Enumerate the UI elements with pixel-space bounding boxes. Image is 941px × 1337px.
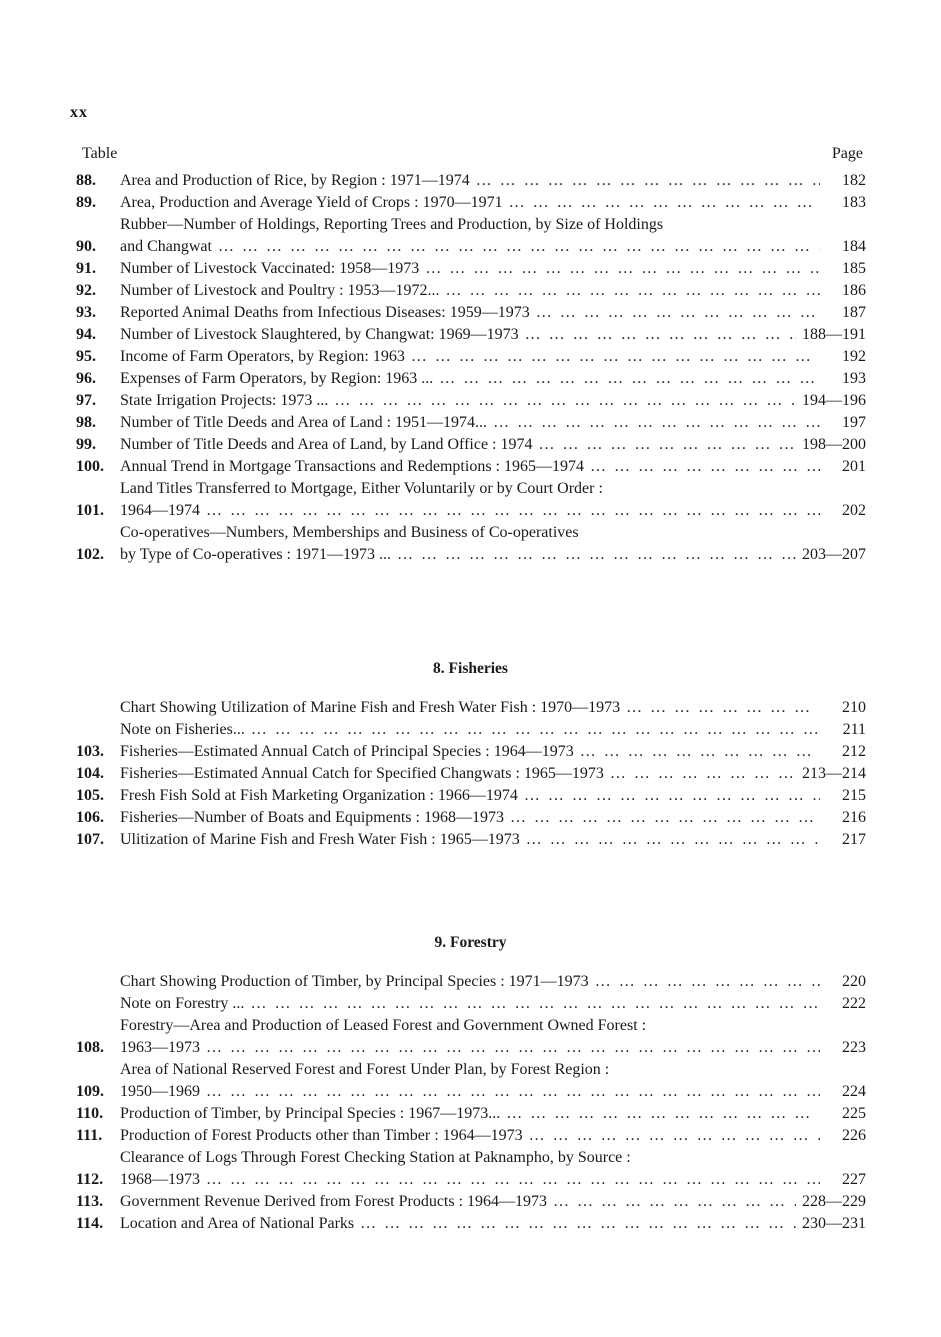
entry-title: Number of Title Deeds and Area of Land : 1951—1974... — [120, 414, 488, 431]
entry-number: 92. — [76, 282, 96, 299]
toc-entry — [76, 302, 866, 324]
toc-entry — [76, 368, 866, 390]
entry-page-number: 182 — [842, 172, 866, 189]
leader-dots — [425, 258, 820, 280]
leader-dots — [553, 1191, 796, 1213]
entry-page-number: 193 — [842, 370, 866, 387]
entry-title: Income of Farm Operators, by Region: 1963 — [120, 348, 405, 365]
entry-number: 103. — [76, 743, 104, 760]
entry-number: 113. — [76, 1193, 104, 1210]
leader-dots — [411, 346, 820, 368]
entry-number: 111. — [76, 1127, 103, 1144]
leader-dots — [510, 807, 820, 829]
entry-title: Annual Trend in Mortgage Transactions and Redemptions : 1965—1974 — [120, 458, 584, 475]
entry-number: 101. — [76, 502, 104, 519]
entry-number: 102. — [76, 546, 104, 563]
toc-entry — [76, 522, 866, 566]
entry-page-number: 213—214 — [802, 765, 866, 782]
toc-entry — [76, 1125, 866, 1147]
entry-page-number: 194—196 — [802, 392, 866, 409]
entry-title: State Irrigation Projects: 1973 ... — [120, 392, 329, 409]
entry-title: Note on Forestry ... — [120, 995, 245, 1012]
leader-dots — [446, 280, 820, 302]
entry-title: Number of Livestock and Poultry : 1953—1972... — [120, 282, 440, 299]
entry-number: 104. — [76, 765, 104, 782]
entry-number: 106. — [76, 809, 104, 826]
entry-title: Chart Showing Production of Timber, by Principal Species : 1971—1973 — [120, 973, 589, 990]
toc-entry — [76, 829, 866, 851]
entry-title: Land Titles Transferred to Mortgage, Either Voluntarily or by Court Order : — [120, 480, 603, 497]
entry-page-number: 215 — [842, 787, 866, 804]
entry-title: Note on Fisheries... — [120, 721, 245, 738]
entry-page-number: 228—229 — [802, 1193, 866, 1210]
entry-title: 1963—1973 — [120, 1039, 200, 1056]
entry-page-number: 203—207 — [802, 546, 866, 563]
section-heading-fisheries: 8. Fisheries — [433, 660, 508, 677]
leader-dots — [397, 544, 796, 566]
entry-title: Production of Timber, by Principal Species : 1967—1973... — [120, 1105, 501, 1122]
entry-number: 96. — [76, 370, 96, 387]
leader-dots — [524, 785, 820, 807]
leader-dots — [206, 1169, 820, 1191]
toc-entry — [76, 390, 866, 412]
entry-title: Reported Animal Deaths from Infectious Diseases: 1959—1973 — [120, 304, 530, 321]
entry-title: Number of Livestock Slaughtered, by Changwat: 1969—1973 — [120, 326, 519, 343]
entry-number: 110. — [76, 1105, 104, 1122]
entry-page-number: 230—231 — [802, 1215, 866, 1232]
entry-title: Fresh Fish Sold at Fish Marketing Organization : 1966—1974 — [120, 787, 518, 804]
entry-title: Fisheries—Estimated Annual Catch for Specified Changwats : 1965—1973 — [120, 765, 604, 782]
entry-title: Clearance of Logs Through Forest Checking Station at Paknampho, by Source : — [120, 1149, 631, 1166]
entry-title: Forestry—Area and Production of Leased Forest and Government Owned Forest : — [120, 1017, 647, 1034]
entry-number: 112. — [76, 1171, 104, 1188]
toc-entry — [76, 1213, 866, 1235]
entry-number: 91. — [76, 260, 96, 277]
entry-title: Ulitization of Marine Fish and Fresh Water Fish : 1965—1973 — [120, 831, 520, 848]
toc-entry — [76, 1059, 866, 1103]
toc-entry — [76, 346, 866, 368]
entry-title: 1964—1974 — [120, 502, 200, 519]
leader-dots — [539, 434, 797, 456]
entry-page-number: 201 — [842, 458, 866, 475]
entry-number: 105. — [76, 787, 104, 804]
entry-page-number: 224 — [842, 1083, 866, 1100]
entry-page-number: 210 — [842, 699, 866, 716]
leader-dots — [206, 1037, 820, 1059]
entry-title: Area of National Reserved Forest and Forest Under Plan, by Forest Region : — [120, 1061, 610, 1078]
entry-number: 94. — [76, 326, 96, 343]
entry-title: Location and Area of National Parks — [120, 1215, 355, 1232]
toc-entry — [76, 719, 866, 741]
entry-title: Rubber—Number of Holdings, Reporting Trees and Production, by Size of Holdings — [120, 216, 664, 233]
entry-title: and Changwat — [120, 238, 212, 255]
leader-dots — [250, 993, 820, 1015]
toc-entry — [76, 1191, 866, 1213]
entry-page-number: 216 — [842, 809, 866, 826]
toc-entry — [76, 258, 866, 280]
page-folio: xx — [70, 104, 88, 121]
toc-group-agriculture — [76, 170, 866, 566]
toc-group-fisheries — [76, 697, 866, 851]
entry-page-number: 225 — [842, 1105, 866, 1122]
entry-page-number: 220 — [842, 973, 866, 990]
entry-title: Production of Forest Products other than Timber : 1964—1973 — [120, 1127, 523, 1144]
entry-page-number: 226 — [842, 1127, 866, 1144]
toc-entry — [76, 478, 866, 522]
leader-dots — [506, 1103, 820, 1125]
toc-entry — [76, 1147, 866, 1191]
entry-number: 95. — [76, 348, 96, 365]
entry-page-number: 198—200 — [802, 436, 866, 453]
leader-dots — [525, 324, 796, 346]
toc-entry — [76, 456, 866, 478]
entry-page-number: 185 — [842, 260, 866, 277]
leader-dots — [439, 368, 820, 390]
toc-entry — [76, 170, 866, 192]
entry-page-number: 197 — [842, 414, 866, 431]
toc-entry — [76, 280, 866, 302]
entry-title: 1968—1973 — [120, 1171, 200, 1188]
entry-number: 90. — [76, 238, 96, 255]
page-column-header: Page — [831, 145, 863, 162]
entry-number: 109. — [76, 1083, 104, 1100]
table-column-header: Table — [82, 145, 118, 162]
leader-dots — [476, 170, 820, 192]
entry-title: Number of Title Deeds and Area of Land, by Land Office : 1974 — [120, 436, 533, 453]
entry-page-number: 183 — [842, 194, 866, 211]
toc-entry — [76, 434, 866, 456]
entry-title: Fisheries—Estimated Annual Catch of Principal Species : 1964—1973 — [120, 743, 574, 760]
leader-dots — [580, 741, 820, 763]
leader-dots — [529, 1125, 820, 1147]
leader-dots — [509, 192, 820, 214]
leader-dots — [360, 1213, 796, 1235]
leader-dots — [595, 971, 820, 993]
toc-entry — [76, 1015, 866, 1059]
entry-title: by Type of Co-operatives : 1971—1973 ... — [120, 546, 391, 563]
toc-entry — [76, 785, 866, 807]
leader-dots — [206, 1081, 820, 1103]
entry-number: 100. — [76, 458, 104, 475]
toc-entry — [76, 763, 866, 785]
leader-dots — [590, 456, 820, 478]
entry-number: 89. — [76, 194, 96, 211]
entry-title: Co-operatives—Numbers, Memberships and Business of Co-operatives — [120, 524, 579, 541]
entry-title: 1950—1969 — [120, 1083, 200, 1100]
section-heading-forestry: 9. Forestry — [434, 934, 507, 951]
entry-page-number: 212 — [842, 743, 866, 760]
toc-entry — [76, 214, 866, 258]
toc-entry — [76, 1103, 866, 1125]
leader-dots — [334, 390, 796, 412]
entry-number: 99. — [76, 436, 96, 453]
leader-dots — [526, 829, 820, 851]
entry-title: Government Revenue Derived from Forest Products : 1964—1973 — [120, 1193, 548, 1210]
leader-dots — [610, 763, 796, 785]
entry-page-number: 184 — [842, 238, 866, 255]
leader-dots — [493, 412, 820, 434]
entry-page-number: 227 — [842, 1171, 866, 1188]
entry-page-number: 217 — [842, 831, 866, 848]
leader-dots — [218, 236, 820, 258]
entry-page-number: 211 — [842, 721, 866, 738]
entry-title: Chart Showing Utilization of Marine Fish and Fresh Water Fish : 1970—1973 — [120, 699, 621, 716]
entry-page-number: 202 — [842, 502, 866, 519]
entry-title: Number of Livestock Vaccinated: 1958—1973 — [120, 260, 420, 277]
leader-dots — [626, 697, 820, 719]
entry-page-number: 186 — [842, 282, 866, 299]
leader-dots — [206, 500, 820, 522]
toc-entry — [76, 971, 866, 993]
toc-entry — [76, 412, 866, 434]
toc-entry — [76, 192, 866, 214]
entry-page-number: 188—191 — [802, 326, 866, 343]
entry-page-number: 187 — [842, 304, 866, 321]
toc-entry — [76, 697, 866, 719]
toc-entry — [76, 993, 866, 1015]
entry-page-number: 223 — [842, 1039, 866, 1056]
entry-title: Fisheries—Number of Boats and Equipments : 1968—1973 — [120, 809, 504, 826]
toc-group-forestry — [76, 971, 866, 1235]
entry-number: 108. — [76, 1039, 104, 1056]
entry-number: 107. — [76, 831, 104, 848]
entry-title: Expenses of Farm Operators, by Region: 1963 ... — [120, 370, 434, 387]
entry-title: Area, Production and Average Yield of Crops : 1970—1971 — [120, 194, 503, 211]
entry-title: Area and Production of Rice, by Region : 1971—1974 — [120, 172, 470, 189]
entry-number: 97. — [76, 392, 96, 409]
entry-number: 93. — [76, 304, 96, 321]
entry-number: 88. — [76, 172, 96, 189]
toc-entry — [76, 807, 866, 829]
leader-dots — [251, 719, 820, 741]
entry-number: 98. — [76, 414, 96, 431]
toc-entry — [76, 741, 866, 763]
entry-page-number: 192 — [842, 348, 866, 365]
toc-entry — [76, 324, 866, 346]
entry-page-number: 222 — [842, 995, 866, 1012]
leader-dots — [536, 302, 820, 324]
entry-number: 114. — [76, 1215, 104, 1232]
